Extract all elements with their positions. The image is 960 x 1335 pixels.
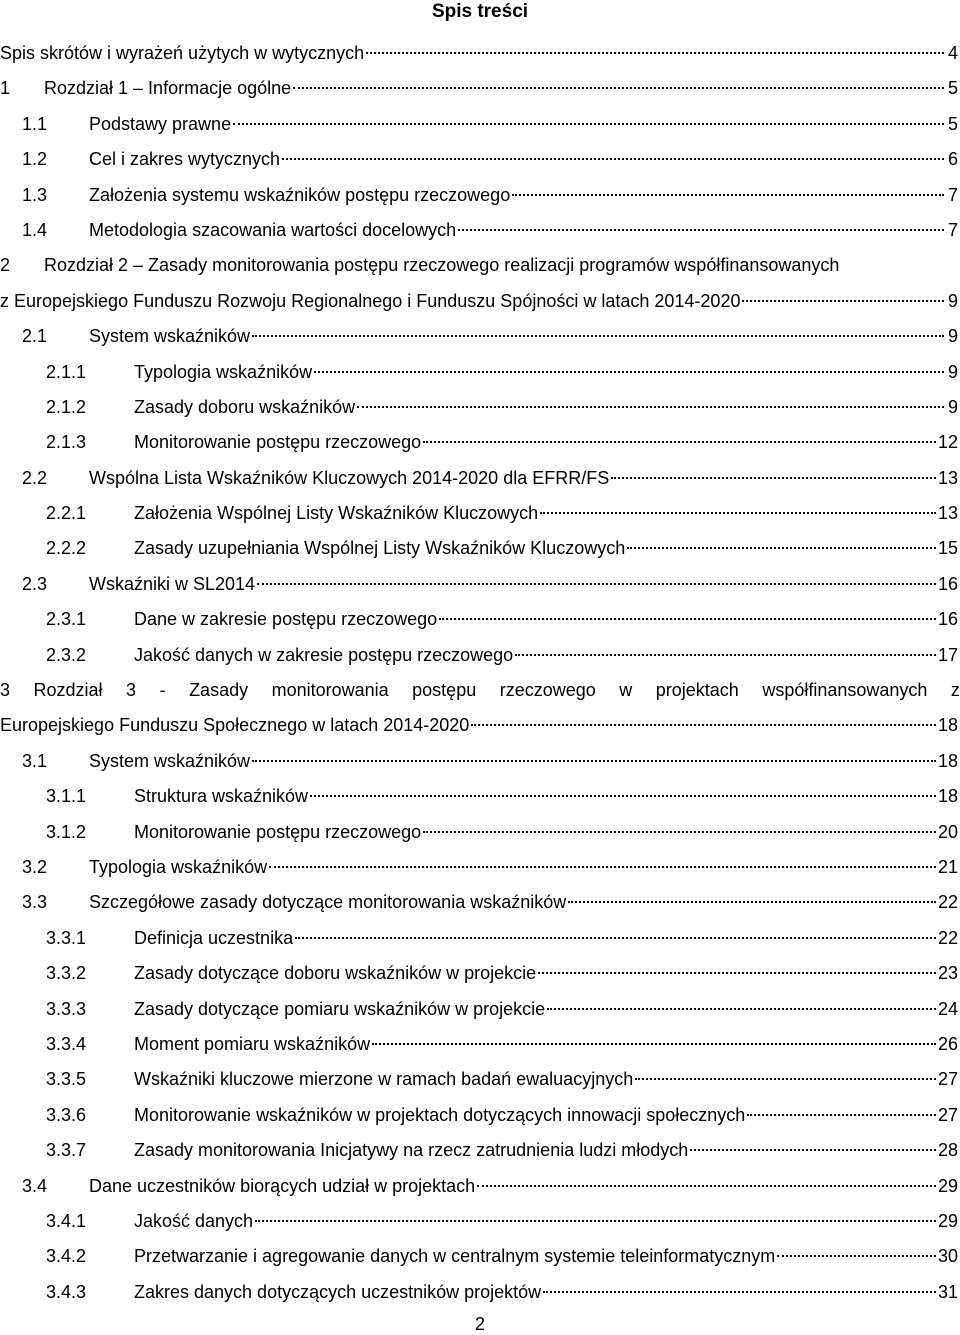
toc-entry-text: Założenia systemu wskaźników postępu rzeczowego	[89, 184, 511, 205]
toc-entry-text: Dane uczestników biorących udział w projektach	[89, 1175, 476, 1196]
toc-entry-number: 2	[0, 255, 11, 276]
toc-entry[interactable]	[0, 921, 960, 956]
toc-dot-leader	[747, 1114, 936, 1116]
toc-entry-word: rzeczowego	[499, 680, 596, 701]
toc-entry-page: 5	[947, 113, 958, 134]
toc-entry[interactable]	[0, 638, 960, 673]
toc-entry-word: -	[159, 680, 166, 701]
toc-entry-page: 17	[937, 644, 958, 665]
toc-entry[interactable]	[0, 496, 960, 531]
toc-entry-text: Dane w zakresie postępu rzeczowego	[134, 609, 438, 630]
toc-entry-number: 1.3	[22, 184, 48, 205]
toc-entry-text: Zakres danych dotyczących uczestników projektów	[134, 1281, 542, 1302]
toc-entry[interactable]	[0, 461, 960, 496]
toc-entry-text: System wskaźników	[89, 326, 251, 347]
toc-entry-text: Monitorowanie wskaźników w projektach dotyczących innowacji społecznych	[134, 1104, 746, 1125]
toc-dot-leader	[547, 1008, 936, 1010]
toc-entry[interactable]	[0, 178, 960, 213]
toc-entry[interactable]	[0, 355, 960, 390]
toc-entry-text: Typologia wskaźników	[134, 361, 313, 382]
toc-entry[interactable]	[0, 744, 960, 779]
toc-entry-number: 2.2.1	[46, 503, 87, 524]
toc-dot-leader	[512, 194, 944, 196]
toc-entry[interactable]	[0, 567, 960, 602]
toc-entry-page: 18	[937, 750, 958, 771]
toc-entry-page: 27	[937, 1069, 958, 1090]
toc-dot-leader	[366, 52, 944, 54]
toc-entry-number: 2.3.2	[46, 644, 87, 665]
toc-entry-page: 24	[937, 998, 958, 1019]
toc-entry-page: 30	[937, 1246, 958, 1267]
toc-entry-number: 2.1.2	[46, 396, 87, 417]
toc-entry-number: 3.3.5	[46, 1069, 87, 1090]
toc-entry-number: 2.3.1	[46, 609, 87, 630]
toc-entry-page: 22	[937, 892, 958, 913]
toc-entry-page: 18	[937, 786, 958, 807]
toc-entry-page: 23	[937, 963, 958, 984]
toc-entry-text-justified	[0, 673, 960, 708]
toc-dot-leader	[282, 158, 944, 160]
toc-entry-line1[interactable]	[0, 248, 960, 283]
toc-entry-number: 1.1	[22, 113, 48, 134]
toc-entry-page: 31	[937, 1281, 958, 1302]
toc-entry[interactable]	[0, 815, 960, 850]
toc-dot-leader	[540, 512, 936, 514]
toc-entry-page: 5	[947, 78, 958, 99]
toc-entry-number: 2.1	[22, 326, 48, 347]
toc-entry-page: 13	[937, 467, 958, 488]
toc-entry-number: 3.4.1	[46, 1210, 87, 1231]
toc-entry-number: 3.4	[22, 1175, 48, 1196]
toc-dot-leader	[439, 618, 936, 620]
table-of-contents	[0, 36, 960, 1310]
toc-dot-leader	[310, 795, 936, 797]
toc-entry-page: 6	[947, 149, 958, 170]
toc-entry-text: Zasady dotyczące doboru wskaźników w projekcie	[134, 963, 537, 984]
toc-entry-number: 3.1.1	[46, 786, 87, 807]
toc-entry-number: 1	[0, 78, 11, 99]
toc-dot-leader	[372, 1043, 936, 1045]
toc-entry[interactable]	[0, 531, 960, 566]
toc-entry-page: 9	[947, 361, 958, 382]
toc-entry-text: Zasady doboru wskaźników	[134, 396, 356, 417]
toc-entry-text: Rozdział 2 – Zasady monitorowania postępu rzeczowego realizacji programów współfinansowanych	[44, 255, 840, 276]
toc-entry[interactable]	[0, 885, 960, 920]
toc-dot-leader	[777, 1255, 936, 1257]
toc-entry-text: Szczegółowe zasady dotyczące monitorowania wskaźników	[89, 892, 567, 913]
toc-dot-leader	[257, 583, 936, 585]
toc-entry-page: 16	[937, 573, 958, 594]
toc-entry[interactable]	[0, 390, 960, 425]
toc-entry[interactable]	[0, 319, 960, 354]
toc-entry-text: Podstawy prawne	[89, 113, 232, 134]
toc-entry[interactable]	[0, 992, 960, 1027]
toc-entry-page: 7	[947, 184, 958, 205]
toc-entry-line2[interactable]	[0, 708, 960, 743]
toc-entry-text: Przetwarzanie i agregowanie danych w centralnym systemie teleinformatycznym	[134, 1246, 776, 1267]
toc-entry-text: Definicja uczestnika	[134, 927, 294, 948]
toc-dot-leader	[515, 654, 936, 656]
toc-entry-number: 2.2	[22, 467, 48, 488]
toc-dot-leader	[423, 441, 936, 443]
toc-entry-page: 26	[937, 1033, 958, 1054]
toc-dot-leader	[255, 1220, 936, 1222]
toc-entry-page: 28	[937, 1140, 958, 1161]
toc-entry[interactable]	[0, 71, 960, 106]
toc-entry-word: w	[619, 680, 633, 701]
toc-entry-number: 3.3.6	[46, 1104, 87, 1125]
toc-dot-leader	[477, 1185, 936, 1187]
toc-entry-text: Monitorowanie postępu rzeczowego	[134, 432, 422, 453]
toc-dot-leader	[357, 406, 944, 408]
toc-entry[interactable]	[0, 1027, 960, 1062]
toc-entry-page: 4	[947, 43, 958, 63]
toc-entry-text: Rozdział 1 – Informacje ogólne	[44, 78, 292, 99]
toc-entry-text: Metodologia szacowania wartości docelowych	[89, 219, 457, 240]
toc-entry-number: 3.4.3	[46, 1281, 87, 1302]
toc-entry-word: Rozdział	[33, 680, 103, 701]
toc-entry-word: postępu	[412, 680, 477, 701]
page-number: 2	[474, 1314, 485, 1334]
toc-entry-text: Jakość danych	[134, 1210, 254, 1231]
toc-entry-page: 29	[937, 1210, 958, 1231]
toc-entry[interactable]	[0, 956, 960, 991]
toc-entry-text: Założenia Wspólnej Listy Wskaźników Kluczowych	[134, 503, 539, 524]
toc-entry[interactable]	[0, 1062, 960, 1097]
toc-entry-number: 1.4	[22, 219, 48, 240]
toc-entry-number: 1.2	[22, 149, 48, 170]
toc-entry-text: Zasady uzupełniania Wspólnej Listy Wskaźników Kluczowych	[134, 538, 626, 559]
toc-entry[interactable]	[0, 1275, 960, 1310]
toc-entry-page: 9	[947, 396, 958, 417]
toc-entry-text: Zasady monitorowania Inicjatywy na rzecz zatrudnienia ludzi młodych	[134, 1140, 689, 1161]
toc-dot-leader	[458, 229, 944, 231]
toc-entry-word: z	[950, 680, 960, 701]
toc-entry-page: 12	[937, 432, 958, 453]
toc-entry-text: Zasady dotyczące pomiaru wskaźników w projekcie	[134, 998, 546, 1019]
toc-dot-leader	[293, 87, 944, 89]
toc-entry[interactable]	[0, 36, 960, 71]
toc-entry-text: Struktura wskaźników	[134, 786, 309, 807]
toc-entry-number: 3.1.2	[46, 821, 87, 842]
toc-entry-page: 7	[947, 219, 958, 240]
toc-entry-text: Jakość danych w zakresie postępu rzeczowego	[134, 644, 514, 665]
toc-dot-leader	[269, 866, 936, 868]
toc-entry-number: 3.3.4	[46, 1033, 87, 1054]
toc-entry-word: współfinansowanych	[762, 680, 928, 701]
toc-entry[interactable]	[0, 1204, 960, 1239]
toc-dot-leader	[635, 1078, 936, 1080]
toc-entry[interactable]	[0, 1133, 960, 1168]
toc-dot-leader	[295, 937, 936, 939]
toc-title: Spis treści	[431, 1, 529, 22]
toc-entry[interactable]	[0, 1098, 960, 1133]
toc-entry-text-continued: z Europejskiego Funduszu Rozwoju Regionalnego i Funduszu Spójności w latach 2014-2020	[0, 290, 741, 311]
toc-entry-line1[interactable]	[0, 673, 960, 708]
toc-entry-line2[interactable]	[0, 284, 960, 319]
toc-entry-text: Spis skrótów i wyrażeń użytych w wytycznych	[0, 43, 365, 63]
toc-entry-word: 3	[126, 680, 137, 701]
toc-entry-number: 3.1	[22, 750, 48, 771]
toc-entry-number: 3.2	[22, 856, 48, 877]
toc-entry-page: 21	[937, 856, 958, 877]
toc-entry-page: 29	[937, 1175, 958, 1196]
toc-dot-leader	[252, 760, 936, 762]
toc-entry-number: 3	[0, 680, 11, 701]
toc-entry-page: 9	[947, 290, 958, 311]
toc-dot-leader	[471, 724, 936, 726]
toc-entry[interactable]	[0, 779, 960, 814]
toc-entry[interactable]	[0, 213, 960, 248]
toc-dot-leader	[627, 547, 936, 549]
toc-entry-number: 3.3.3	[46, 998, 87, 1019]
toc-entry-number: 3.3	[22, 892, 48, 913]
toc-dot-leader	[252, 335, 944, 337]
toc-dot-leader	[314, 371, 944, 373]
toc-dot-leader	[233, 123, 944, 125]
toc-entry-page: 20	[937, 821, 958, 842]
toc-entry-text: Wskaźniki w SL2014	[89, 573, 256, 594]
toc-dot-leader	[690, 1149, 936, 1151]
toc-entry-page: 13	[937, 503, 958, 524]
toc-entry-number: 2.3	[22, 573, 48, 594]
toc-entry-text-continued: Europejskiego Funduszu Społecznego w latach 2014-2020	[0, 715, 470, 736]
toc-dot-leader	[568, 901, 936, 903]
toc-entry[interactable]	[0, 107, 960, 142]
toc-dot-leader	[611, 477, 936, 479]
toc-entry-number: 3.4.2	[46, 1246, 87, 1267]
toc-entry-word: Zasady	[189, 680, 249, 701]
toc-entry[interactable]	[0, 1239, 960, 1274]
toc-entry[interactable]	[0, 1169, 960, 1204]
toc-entry-text: System wskaźników	[89, 750, 251, 771]
toc-entry-text: Monitorowanie postępu rzeczowego	[134, 821, 422, 842]
toc-dot-leader	[543, 1291, 936, 1293]
toc-entry-page: 18	[937, 715, 958, 736]
toc-entry-word: monitorowania	[271, 680, 389, 701]
toc-entry-text: Wskaźniki kluczowe mierzone w ramach badań ewaluacyjnych	[134, 1069, 634, 1090]
toc-entry-number: 3.3.7	[46, 1140, 87, 1161]
toc-entry-word: projektach	[655, 680, 739, 701]
toc-entry-text: Moment pomiaru wskaźników	[134, 1033, 371, 1054]
toc-entry-page: 22	[937, 927, 958, 948]
toc-entry-number: 3.3.2	[46, 963, 87, 984]
toc-entry-number: 2.2.2	[46, 538, 87, 559]
toc-entry-text: Typologia wskaźników	[89, 856, 268, 877]
toc-entry-text: Cel i zakres wytycznych	[89, 149, 281, 170]
toc-entry-number: 3.3.1	[46, 927, 87, 948]
toc-entry[interactable]	[0, 142, 960, 177]
toc-entry[interactable]	[0, 602, 960, 637]
toc-entry-page: 15	[937, 538, 958, 559]
toc-entry-number: 2.1.1	[46, 361, 87, 382]
toc-entry[interactable]	[0, 850, 960, 885]
toc-entry-number: 2.1.3	[46, 432, 87, 453]
toc-dot-leader	[742, 300, 944, 302]
toc-entry-page: 16	[937, 609, 958, 630]
toc-dot-leader	[538, 972, 936, 974]
toc-entry-page: 27	[937, 1104, 958, 1125]
toc-entry[interactable]	[0, 425, 960, 460]
toc-entry-text: Wspólna Lista Wskaźników Kluczowych 2014-2020 dla EFRR/FS	[89, 467, 610, 488]
toc-dot-leader	[423, 831, 936, 833]
toc-entry-page: 9	[947, 326, 958, 347]
